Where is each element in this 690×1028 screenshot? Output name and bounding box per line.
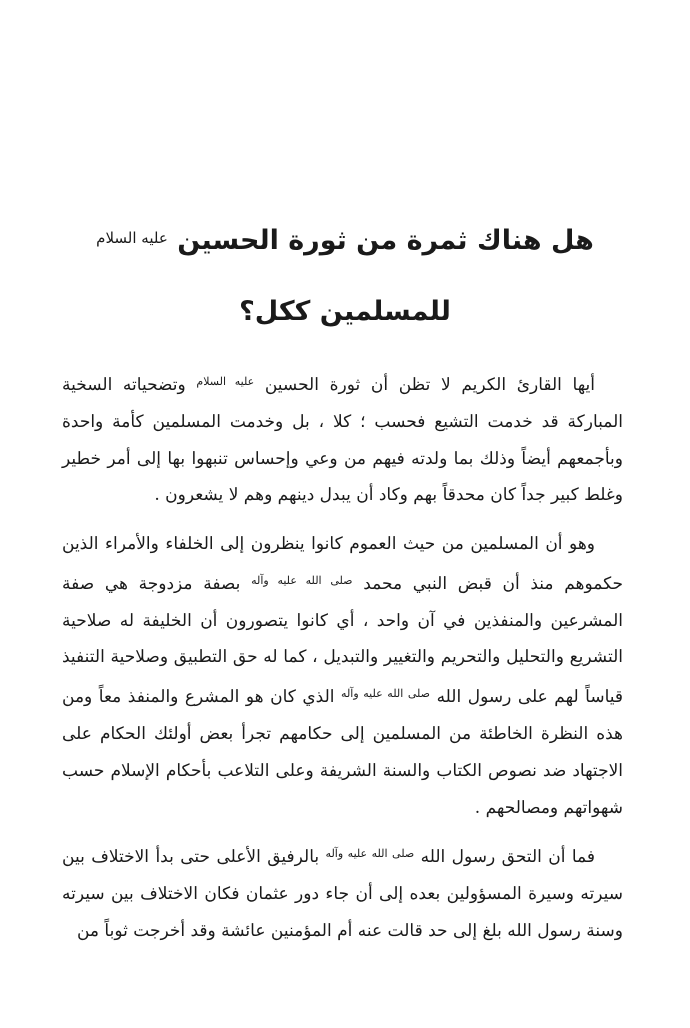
chapter-title-line-2: للمسلمين ككل؟ bbox=[239, 296, 451, 327]
paragraph-2 bbox=[62, 526, 623, 826]
paragraph-1-part-b: وتضحياته السخية المباركة قد خدمت التشيع فحسب ؛ كلا ، بل وخدمت المسلمين كأمة واحدة وبأجمعهم أيضاً وذلك بما ولدته فيهم من وعي وإحساس تنبهوا بها إلى أمر خطير وغلط كبير جداً كان محدقاً بهم وكاد أن يبدل دينهم وهم لا يشعرون . bbox=[62, 375, 623, 506]
paragraph-3-part-a: فما أن التحق رسول الله bbox=[420, 847, 596, 867]
paragraph-3 bbox=[62, 836, 623, 949]
honorific-symbol: عليه السلام bbox=[96, 229, 168, 247]
honorific-symbol: صلى الله عليه وآله bbox=[251, 573, 353, 587]
paragraph-1-part-a: أيها القارئ الكريم لا تظن أن ثورة الحسين bbox=[264, 375, 596, 395]
paragraph-1 bbox=[62, 364, 623, 514]
paragraph-2-part-c: الذي كان هو المشرع والمنفذ معاً ومن هذه النظرة الخاطئة من المسلمين إلى حكامهم تجرأ بعض أولئك الحكام على الاجتهاد ضد نصوص الكتاب والسنة الشريفة وعلى التلاعب بأحكام الإسلام حسب شهواتهم ومصالحهم . bbox=[62, 687, 623, 818]
paragraph-3-part-b: بالرفيق الأعلى حتى بدأ الاختلاف بين سيرته وسيرة المسؤولين بعده إلى أن جاء دور عثمان فكان الاختلاف بين سيرته وسنة رسول الله بلغ إلى حد قالت عنه أم المؤمنين عائشة وقد أخرجت ثوباً من bbox=[62, 847, 623, 941]
chapter-title-text: هل هناك ثمرة من ثورة الحسين bbox=[177, 225, 594, 256]
chapter-title bbox=[60, 218, 630, 261]
paragraph-2-part-a: وهو أن المسلمين من حيث العموم كانوا ينظرون إلى الخلفاء والأمراء الذين حكموهم منذ أن قبض النبي محمد bbox=[62, 534, 624, 594]
honorific-symbol: صلى الله عليه وآله bbox=[341, 687, 431, 701]
paragraph-2-part-b: بصفة مزدوجة هي صفة المشرعين والمنفذين في آن واحد ، أي كانوا يتصورون أن الخليفة له صلاحية التشريع والتحليل والتحريم والتغيير والتبديل ، كما له حق التطبيق وصلاحية التنفيذ قياساً لهم على رسول الله bbox=[62, 573, 624, 708]
honorific-symbol: عليه السلام bbox=[196, 375, 255, 388]
honorific-symbol: صلى الله عليه وآله bbox=[325, 847, 415, 860]
